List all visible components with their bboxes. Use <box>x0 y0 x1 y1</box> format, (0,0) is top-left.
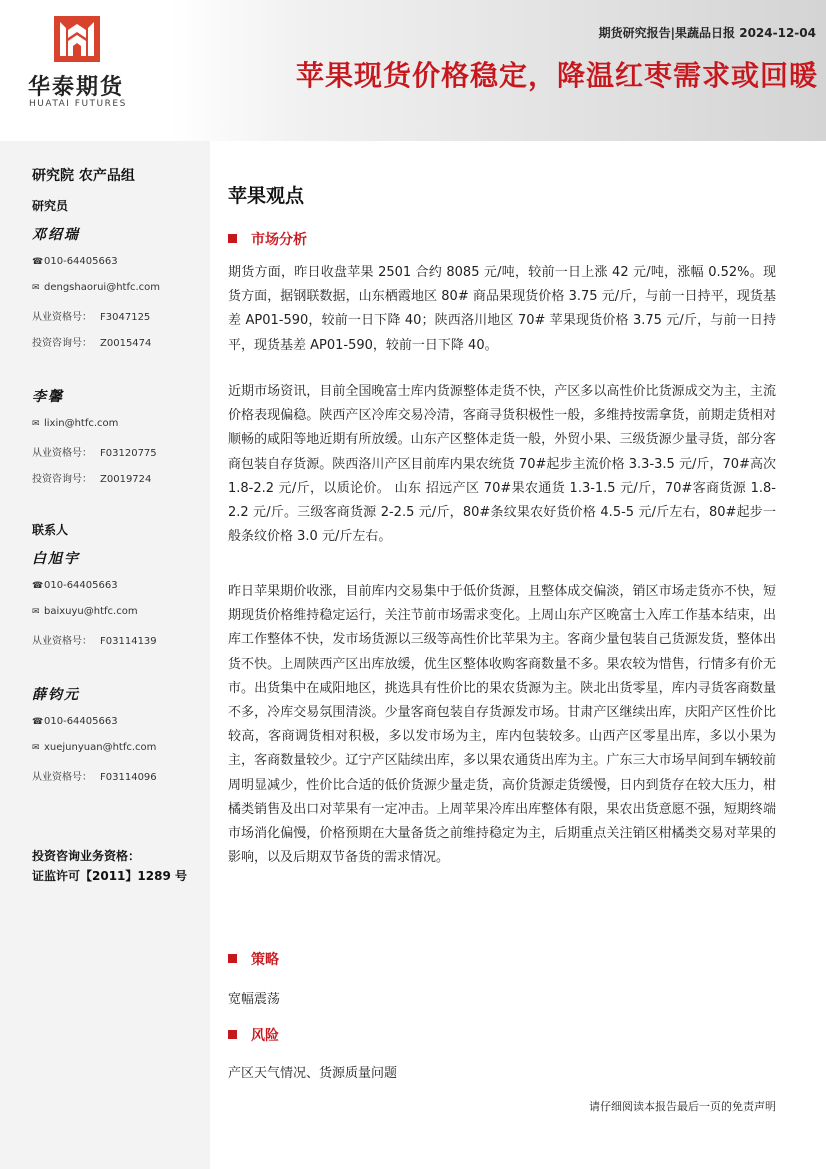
contact-name: 白旭宇 <box>32 551 80 567</box>
market-paragraph-3: 昨日苹果期价收涨，目前库内交易集中于低价货源，且整体成交偏淡，销区市场走货亦不快，短期现货价格维持稳定运行，关注节前市场需求变化。上周山东产区晚富士入库工作基本结束，出库工作整体不快，发市场货源以三级等高性价比苹果为主。客商少量包装自己货源发货，整体出货不快。上周陕西产区出库放缓，优生区整体收购客商数量不多。果农较为惜售，行情多有价无市。出货集中在咸阳地区，挑选具有性价比的果农货源为主。陕北出货零星，库内寻货客商数量不多，冷库交易氛围清淡。少量客商包装自存货源发市场。甘肃产区继续出库，庆阳产区性价比较高，客商调货相对积极，多以发市场为主，库内包装较多。山西产区零星出库，多以小果为主，客商数量较少。辽宁产区陆续出库，多以果农通货出库为主。广东三大市场早间到车辆较前周明显减少，性价比合适的低价货源少量走货，高价货源走货缓慢，日内到货存在较大压力，柑橘类销售及出口对苹果有一定冲击。上周苹果冷库出库整体有限，果农出货意愿不强，短期终端市场消化偏慢，价格预期在大量备货之前维持稳定为主，后期重点关注销区柑橘类交易对苹果的影响，以及后期双节备货的需求情况。 <box>228 584 776 866</box>
report-title: 苹果现货价格稳定，降温红枣需求或回暖 <box>295 59 818 92</box>
section-title: 苹果观点 <box>228 185 305 207</box>
analyst-license: 从业资格号： F03120775 <box>32 448 157 459</box>
analyst-consult-license: 投资咨询号： Z0019724 <box>32 474 152 485</box>
phone-icon: ☎ <box>32 257 44 267</box>
logo-english-name: HUATAI FUTURES <box>29 99 127 109</box>
contact-phone: ☎010-64405663 <box>32 580 118 591</box>
department-label: 研究院 农产品组 <box>32 168 135 184</box>
phone-icon: ☎ <box>32 717 44 727</box>
contact-label: 联系人 <box>32 523 69 537</box>
huatai-logo-icon <box>54 16 100 62</box>
researcher-label: 研究员 <box>32 199 69 213</box>
logo-chinese-name: 华泰期货 <box>28 75 125 100</box>
risk-text: 产区天气情况、货源质量问题 <box>228 1066 398 1081</box>
contact-name: 薛钧元 <box>32 687 80 703</box>
analyst-sidebar <box>0 141 210 1169</box>
risk-heading: 风险 <box>228 1025 279 1045</box>
market-paragraph-1: 期货方面，昨日收盘苹果 2501 合约 8085 元/吨，较前一日上涨 42 元/吨，涨幅 0.52%。现货方面，据钢联数据，山东栖霞地区 80# 商品果现货价格 3.75 元/斤，与前一日持平，现货基差 AP01-590，较前一日下降 40；陕西洛川地区 70# 苹果现货价格 3.75 元/斤，与前一日持平，现货基差 AP01-590，较前一日下降 40。 <box>228 265 776 353</box>
email-icon: ✉ <box>32 419 40 429</box>
market-paragraph-2: 近期市场资讯，目前全国晚富士库内货源整体走货不快，产区多以高性价比货源成交为主，主流价格表现偏稳。陕西产区冷库交易冷清，客商寻货积极性一般，多维持按需拿货，前期走货相对顺畅的咸阳等地近期有所放缓。山东产区整体走货一般，外贸小果、三级货源少量寻货，部分客商包装自存货源。陕西洛川产区目前库内果农统货 70#起步主流价格 3.3-3.5 元/斤，70#高次 1.8-2.2 元/斤，以质论价。 山东 招远产区 70#果农通货 1.3-1.5 元/斤，70#客商货源 1.8-2.2 元/斤。三级客商货源 2-2.5 元/斤，80#条纹果农好货价格 4.5-5 元/斤左右，80#起步一般条纹价格 3.0 元/斤左右。 <box>228 384 776 545</box>
bullet-square-icon <box>228 234 237 243</box>
email-icon: ✉ <box>32 743 40 753</box>
analyst-license: 从业资格号： F3047125 <box>32 312 151 323</box>
contact-phone: ☎010-64405663 <box>32 716 118 727</box>
analyst-email[interactable]: ✉ lixin@htfc.com <box>32 418 119 429</box>
qualification-line1: 投资咨询业务资格： <box>32 849 141 863</box>
market-analysis-heading: 市场分析 <box>228 229 307 249</box>
contact-license: 从业资格号： F03114096 <box>32 772 157 783</box>
analyst-consult-license: 投资咨询号： Z0015474 <box>32 338 152 349</box>
company-logo <box>28 16 138 116</box>
report-meta: 期货研究报告|果蔬品日报 2024-12-04 <box>598 26 816 40</box>
disclaimer-note: 请仔细阅读本报告最后一页的免责声明 <box>589 1100 776 1113</box>
contact-license: 从业资格号： F03114139 <box>32 636 157 647</box>
phone-icon: ☎ <box>32 581 44 591</box>
analyst-name: 李馨 <box>32 389 64 405</box>
contact-email[interactable]: ✉ baixuyu@htfc.com <box>32 606 138 617</box>
email-icon: ✉ <box>32 283 40 293</box>
bullet-square-icon <box>228 1030 237 1039</box>
contact-email[interactable]: ✉ xuejunyuan@htfc.com <box>32 742 157 753</box>
qualification-line2: 证监许可【2011】1289 号 <box>32 869 187 883</box>
analyst-phone: ☎010-64405663 <box>32 256 118 267</box>
bullet-square-icon <box>228 954 237 963</box>
email-icon: ✉ <box>32 607 40 617</box>
report-header <box>0 0 826 141</box>
analyst-email[interactable]: ✉ dengshaorui@htfc.com <box>32 282 161 293</box>
strategy-heading: 策略 <box>228 949 279 969</box>
strategy-text: 宽幅震荡 <box>228 992 281 1007</box>
analyst-name: 邓绍瑞 <box>32 227 80 243</box>
